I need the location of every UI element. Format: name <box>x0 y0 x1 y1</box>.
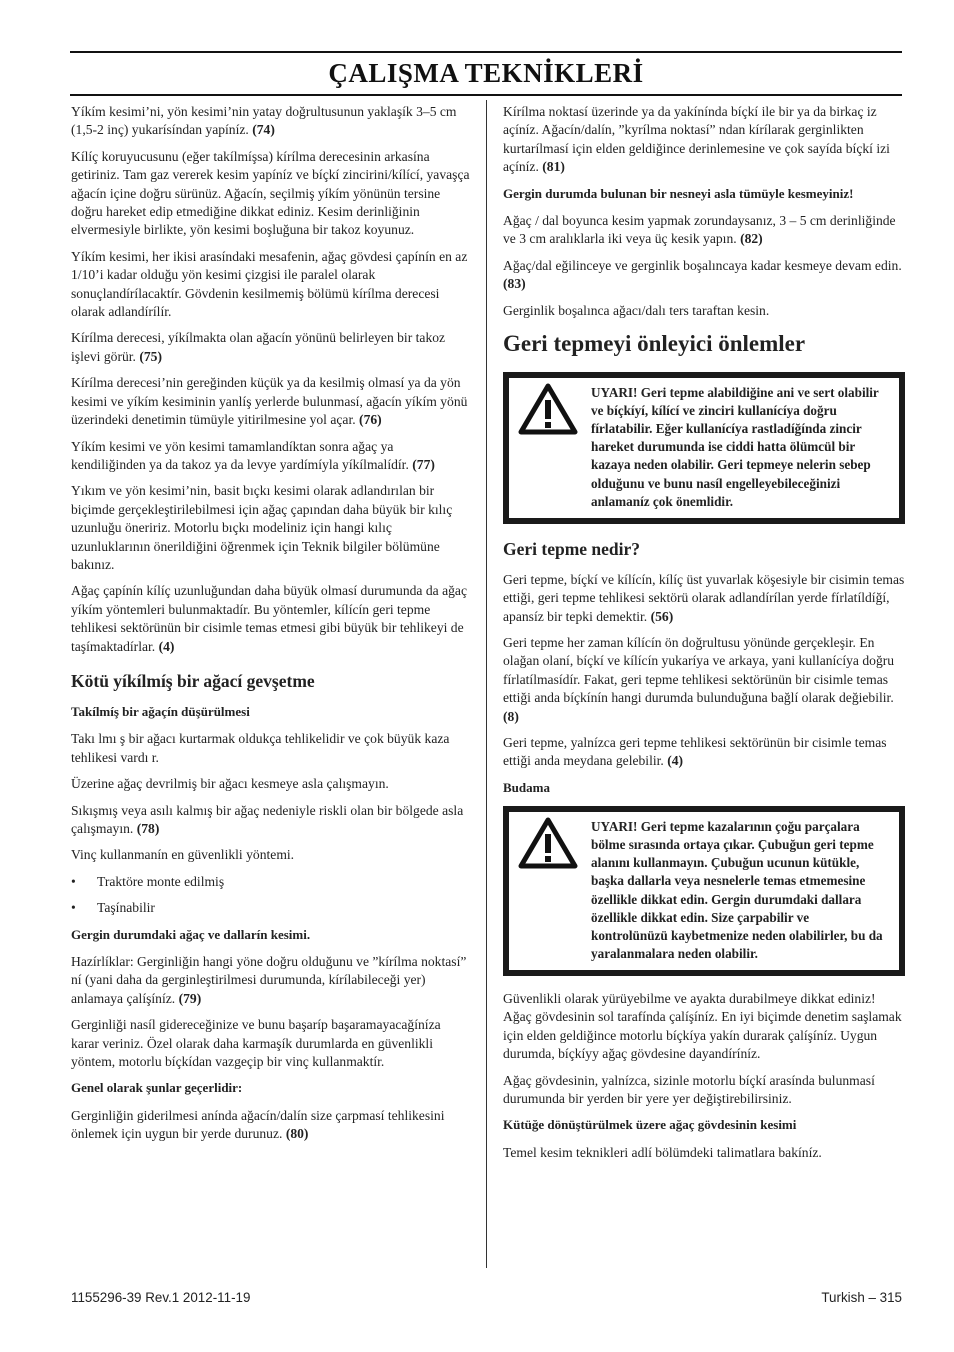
paragraph: Yíkím kesimi ve yön kesimi tamamlandíktan sonra ağaç ya kendiliğinden ya da takoz ya da levye yardímíyla yíkílmalídír. (77) <box>71 438 435 472</box>
footer-page-number: Turkish – 315 <box>821 1290 902 1305</box>
paragraph: Ağaç / dal boyunca kesim yapmak zorundaysanız, 3 – 5 cm derinliğinde ve 3 cm aralıklarla iki veya üç kesik yapın. (82) <box>503 213 896 247</box>
warning-never-cut: Gergin durumda bulunan bir nesneyi asla tümüyle kesmeyiniz! <box>503 185 854 201</box>
bullet-icon: • <box>71 900 76 916</box>
subheading-budama: Budama <box>503 779 550 795</box>
paragraph: Güvenlikli olarak yürüyebilme ve ayakta durabilmeye dikkat ediniz! Ağaç gövdesinin sol tarafínda çalíşíníz. En iyi biçimde denetim saşlamak için elden geldiğince motorlu bíçkíya yakín durarak çalíşíníz. Uygun durumda, bíçkíyy ağaç gövdesine dayandíríníz. <box>503 990 902 1062</box>
paragraph: Geri tepme, yalnízca geri tepme tehlikesi sektörünün bir cisimle temas ettiği anda meydana gelebilir. (4) <box>503 734 887 769</box>
paragraph: Kírílma noktasí üzerinde ya da yakínínda bíçkí ile bir ya da birkaç iz açíníz. Ağacín/dalín, ”kyrílma noktasí” ndan kírílarak gerginlikten kurtarílmasí için elden geldiğince derinlemesine ve çok sayída bíçkí izi açíníz. (81) <box>503 104 890 175</box>
subheading-genel: Genel olarak şunlar geçerlidir: <box>71 1080 243 1096</box>
header-rule-bottom <box>70 94 902 96</box>
paragraph: Ağaç çapínín kílíç uzunluğundan daha büyük olmasí durumunda da ağaç yíkím yöntemleri bulunmaktadír. Bu yöntemler, kílícín geri tepme tehlikesi sektörünün bir cisimle temas etmesi gibi büyük bir tehlikeyi de taşímaktadírlar. (4) <box>71 583 467 654</box>
left-column <box>71 103 471 1152</box>
column-divider <box>486 100 487 1268</box>
paragraph: Gerginlik boşalınca ağacı/dalı ters taraftan kesin. <box>503 302 770 318</box>
warning-text: UYARI! Geri tepme alabildiğine ani ve sert olabilir ve bíçkíyí, kílící ve zinciri kullanícíya doğru fírlatabilir. Eğer kullanícíya rastladíğínda zincir hareket durumunda ise ciddi hatta ölümcül bir kazaya neden olabilir. Geri tepmeye nelerin sebep olduğunu ve bunu nasíl engelleyebileceğinizi anlamaníz çok önemlidir. <box>591 385 879 509</box>
paragraph: Yíkím kesimi, her ikisi arasíndaki mesafenin, ağaç gövdesi çapínín en az 1/10’i kadar olduğu yön kesimi çizgisi ile paralel olarak sonuçlandírílacaktír. Gövdenin kesilmemiş bölümü kírílma derecesi olarak adlandírílír. <box>71 248 468 320</box>
footer-doc-code: 1155296-39 Rev.1 2012-11-19 <box>71 1290 251 1305</box>
paragraph: Geri tepme her zaman kílícín ön doğrultusu yönünde gerçekleşir. En olağan olaní, bíçkí ve kílícín yukaríya ve arkaya, yani kullanícíya doğru fírlatílmasídír. Fakat, geri tepme tehlikesi sektörünün bir cisimle temas ettiği anda bíçkínín hangi durumda bulunduğuna bağlí olarak değiebilir. (8) <box>503 634 895 724</box>
subheading-gergin: Gergin durumdaki ağaç ve dallarín kesimi. <box>71 926 311 942</box>
section-heading-geri-tepme-nedir: Geri tepme nedir? <box>503 538 641 559</box>
paragraph: Hazírlíklar: Gerginliğin hangi yöne doğru olduğunu ve ”kírílma noktasí” ní (yani daha da gerginleştirilmesi durumunda, kírílabileceği yer) anlamaya çalíşíníz. (79) <box>71 954 467 1006</box>
paragraph: Ağaç/dal eğilinceye ve gerginlik boşalıncaya kadar kesmeye devam edin. (83) <box>503 257 902 292</box>
list-item: • Traktöre monte edilmiş <box>71 873 471 891</box>
paragraph: Temel kesim teknikleri adlí bölümdeki talimatlara bakíníz. <box>503 1144 822 1160</box>
warning-box-kickback <box>503 372 905 524</box>
bullet-icon: • <box>71 873 76 889</box>
section-heading-geri-tepme: Geri tepmeyi önleyici önlemler <box>503 331 806 357</box>
subheading-kutuk: Kütüğe dönüştürülmek üzere ağaç gövdesinin kesimi <box>503 1117 797 1133</box>
section-heading-kotu-yikilmis: Kötü yíkílmíş bir ağací gevşetme <box>71 670 315 691</box>
paragraph: Gerginliği nasíl gidereceğinize ve bunu başaríp başaramayacağíníza karar veriniz. Özel olarak daha karmaşík durumlarda en güvenlikli yöntem, motorlu bíçkídan vazgeçip bir vinç kullanmaktír. <box>71 1017 441 1070</box>
right-column <box>503 103 905 1170</box>
paragraph: Ağaç gövdesinin, yalnízca, sizinle motorlu bíçkí arasínda bulunmasí durumunda bir yerden bir yere yer değiştirebilirsiniz. <box>503 1072 875 1106</box>
page-title: ÇALIŞMA TEKNİKLERİ <box>328 58 644 88</box>
subheading-takilmis: Takílmíş bir ağaçín düşürülmesi <box>71 703 250 719</box>
paragraph: Yıkım ve yön kesimi’nin, basit bıçkı kesimi olarak adlandırılan bir biçimde gerçekleştirilebilmesi için ağaç çapından daha büyük bir kılıç uzunluğu öneririz. Motorlu bıçkı modeliniz için hangi kılıç uzunluklarının önerildiğini öğrenmek için Teknik bilgiler bölümüne bakınız. <box>71 483 453 572</box>
warning-triangle-icon <box>518 817 578 869</box>
bullet-list <box>71 873 471 918</box>
paragraph: Gerginliğin giderilmesi anínda ağacín/dalín size çarpmasí tehlikesini önlemek için uygun bir yerde durunuz. (80) <box>71 1107 445 1142</box>
paragraph: Takı lmı ş bir ağacı kurtarmak oldukça tehlikelidir ve çok büyük kaza tehlikesi vardı r. <box>71 731 450 765</box>
header-rule-top <box>70 51 902 53</box>
warning-triangle-icon <box>518 383 578 435</box>
paragraph: Kírílma derecesi, yíkílmakta olan ağacín yönünü belirleyen bir takoz işlevi görür. (75) <box>71 330 446 364</box>
warning-text: UYARI! Geri tepme kazalarının çoğu parçalara bölme sırasında ortaya çıkar. Çubuğun geri tepme alanını kullanmayın. Çubuğun ucunun kütükle, başka dallarla veya nesnelerle temas etmemesine özellikle dikkat edin. Gergin durumdaki dallara özellikle dikkat edin. Size çarpabilir ve kontrolünüzü kaybetmenize neden olabilirler, bu da yaralanmalara neden olabilir. <box>591 819 883 961</box>
paragraph: Kílíç koruyucusunu (eğer takílmíşsa) kírílma derecesinin arkasína getiriniz. Tam gaz vererek kesim yapíníz ve bíçkí zincirini/kílící, yavaşça ağacín içine doğru sürünüz. Ağacín, seçilmiş yíkím yönünün tersine doğru hareket edip etmediğine dikkat ediniz. Kesim derinliğinin elvermesiyle birlikte, yön kesimi boşluğuna bir takoz koyunuz. <box>71 148 470 238</box>
paragraph: Yíkím kesimi’ni, yön kesimi’nin yatay doğrultusunun yaklaşík 3–5 cm (1,5-2 inç) yukarísíndan yapíníz. (74) <box>71 104 457 138</box>
paragraph: Geri tepme, bíçkí ve kílícín, kílíç üst yuvarlak köşesiyle bir cisimin temas ettiği, geri tepme tehlikesi sektörü olarak adlandírílan yerde fírlatíldíğí, apansíz bir tepki demektir. (56) <box>503 571 905 624</box>
warning-box-budama <box>503 806 905 976</box>
list-item: • Taşínabilir <box>71 899 471 917</box>
paragraph: Sıkışmış veya asılı kalmış bir ağaç nedeniyle riskli olan bir bölgede asla çalışmayın. (78) <box>71 802 464 836</box>
paragraph: Vinç kullanmanín en güvenlikli yöntemi. <box>71 847 295 863</box>
paragraph: Üzerine ağaç devrilmiş bir ağacı kesmeye asla çalışmayın. <box>71 776 389 792</box>
paragraph: Kírílma derecesi’nin gereğinden küçük ya da kesilmiş olmasí ya da yön kesimi ve yíkím kesiminin yanlíş yerlerde bulunmasí, ağacín yíkím yönü üzerindeki denetimin tümüyle yitirilmesine yol açar. (76) <box>71 375 468 428</box>
